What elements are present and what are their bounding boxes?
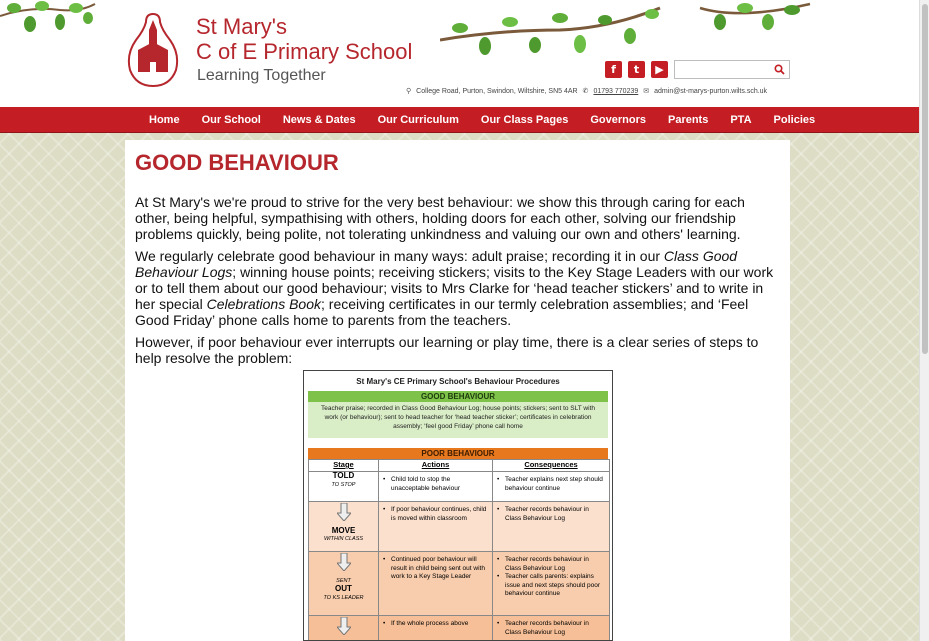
action-cell — [379, 552, 493, 616]
social-links — [605, 61, 668, 78]
stage-cell — [309, 472, 379, 502]
school-logo[interactable] — [124, 10, 182, 88]
school-name-line2[interactable]: C of E Primary School — [196, 39, 413, 64]
map-marker-icon: ⚲ — [406, 87, 412, 95]
column-header-consequences: Consequences — [493, 460, 610, 472]
nav-item-home[interactable]: Home — [149, 114, 180, 126]
consequence-text: • Teacher records behaviour in Class Behaviour Log — [505, 556, 606, 573]
phone-icon: ✆ — [582, 87, 589, 95]
envelope-icon: ✉ — [643, 87, 650, 95]
nav-item-our-class-pages[interactable]: Our Class Pages — [480, 114, 569, 126]
search-box — [674, 60, 790, 79]
paragraph-2-part-b: ; winning house points; receiving stickers; visits to the Key Stage Leaders with our work or to tell them about our good behaviour; visits to Mrs Clarke for ‘head teacher stickers’ and to write in her special — [135, 264, 774, 312]
table-row — [309, 502, 610, 552]
main-content — [125, 140, 790, 641]
poor-behaviour-heading: POOR BEHAVIOUR — [308, 448, 608, 459]
consequence-cell — [493, 472, 610, 502]
paragraph-2-part-c: ; receiving certificates in our termly celebration assemblies; and ‘Feel Good Friday’ phone calls home to parents from the teachers. — [135, 296, 749, 328]
action-text: • Continued poor behaviour will result in child being sent out with work to a Key Stage Leader — [391, 556, 489, 582]
stage-subtitle: WITHIN CLASS — [323, 536, 364, 542]
good-behaviour-heading: GOOD BEHAVIOUR — [308, 391, 608, 402]
leaves-decoration-right — [440, 0, 820, 60]
table-row — [309, 552, 610, 616]
nav-item-governors[interactable]: Governors — [590, 114, 646, 126]
youtube-icon[interactable]: ▶ — [651, 61, 668, 78]
down-arrow-icon — [337, 617, 351, 635]
table-row — [309, 472, 610, 502]
stage-cell — [309, 616, 379, 641]
paragraph-2-part-a: We regularly celebrate good behaviour in many ways: adult praise; recording it in our — [135, 248, 664, 264]
stage-name: OUT — [335, 584, 352, 593]
stage-subtitle: TO KS LEADER — [323, 594, 364, 601]
stage-subtitle: TO STOP — [331, 481, 356, 488]
consequence-text: • Teacher calls parents: explains issue and next steps should poor behaviour continue — [505, 573, 606, 599]
poor-behaviour-table — [308, 459, 610, 641]
page-scrollbar[interactable] — [919, 0, 929, 641]
stage-prefix: SENT — [336, 577, 351, 584]
scrollbar-thumb[interactable] — [922, 4, 928, 354]
main-nav — [0, 107, 919, 133]
action-text: • If the whole process above — [391, 620, 489, 629]
stage-cell — [309, 552, 379, 616]
facebook-icon[interactable]: f — [605, 61, 622, 78]
phone-link[interactable]: 01793 770239 — [593, 87, 639, 95]
action-cell — [379, 616, 493, 641]
nav-item-policies[interactable]: Policies — [773, 114, 816, 126]
action-cell — [379, 472, 493, 502]
down-arrow-icon — [337, 503, 351, 521]
behaviour-procedures-image — [303, 370, 613, 641]
figure-title: St Mary's CE Primary School's Behaviour Procedures — [356, 377, 560, 386]
consequence-cell — [493, 552, 610, 616]
school-name[interactable] — [196, 14, 412, 64]
search-input[interactable] — [675, 63, 770, 80]
nav-item-our-school[interactable]: Our School — [201, 114, 261, 126]
nav-item-parents[interactable]: Parents — [667, 114, 709, 126]
stage-name: MOVE — [331, 525, 356, 535]
site-header — [0, 0, 919, 107]
down-arrow-icon — [337, 553, 351, 571]
nav-item-pta[interactable]: PTA — [730, 114, 752, 126]
column-header-stage: Stage — [309, 460, 379, 472]
table-row — [309, 616, 610, 641]
action-text: • If poor behaviour continues, child is moved within classroom — [391, 506, 489, 523]
body-text — [135, 194, 780, 372]
consequence-text: • Teacher explains next step should behaviour continue — [505, 476, 606, 493]
twitter-icon[interactable]: t — [628, 61, 645, 78]
leaves-decoration-left — [0, 0, 100, 45]
search-icon[interactable] — [774, 64, 785, 75]
page-title: GOOD BEHAVIOUR — [135, 150, 339, 175]
paragraph-2-emphasis-2: Celebrations Book — [206, 296, 321, 312]
address-text: College Road, Purton, Swindon, Wiltshire, SN5 4AR — [416, 87, 578, 95]
consequence-text: • Teacher records behaviour in Class Behaviour Log — [505, 506, 606, 523]
action-cell — [379, 502, 493, 552]
stage-cell — [309, 502, 379, 552]
paragraph-2 — [135, 248, 780, 328]
column-header-actions: Actions — [379, 460, 493, 472]
paragraph-3: However, if poor behaviour ever interrupts our learning or play time, there is a clear series of steps to help resolve the problem: — [135, 334, 759, 366]
email-link[interactable]: admin@st-marys-purton.wilts.sch.uk — [654, 87, 768, 95]
tagline: Learning Together — [197, 67, 326, 84]
action-text: • Child told to stop the unacceptable behaviour — [391, 476, 489, 493]
consequence-text: • Teacher records behaviour in Class Behaviour Log — [505, 620, 606, 637]
good-behaviour-text: Teacher praise; recorded in Class Good Behaviour Log; house points; stickers; sent to SLT with work (or behaviour); sent to head teacher for ‘head teacher sticker’; certificates in celebration assembly; ‘feel good Friday’ phone call home — [308, 402, 608, 438]
stage-name: TOLD — [332, 471, 355, 480]
nav-item-news-dates[interactable]: News & Dates — [282, 114, 356, 126]
school-name-line1[interactable]: St Mary's — [196, 14, 287, 39]
paragraph-1: At St Mary's we're proud to strive for the very best behaviour: we show this through caring for each other, being helpful, sympathising with others, holding doors for each other, solving our friendship problems quickly, being polite, not tolerating unkindness and valuing our own and others' learning. — [135, 194, 745, 242]
nav-item-our-curriculum[interactable]: Our Curriculum — [377, 114, 459, 126]
consequence-cell — [493, 502, 610, 552]
consequence-cell — [493, 616, 610, 641]
contact-bar — [406, 87, 767, 95]
paragraph-2-emphasis-1: Class Good Behaviour Logs — [135, 248, 738, 280]
